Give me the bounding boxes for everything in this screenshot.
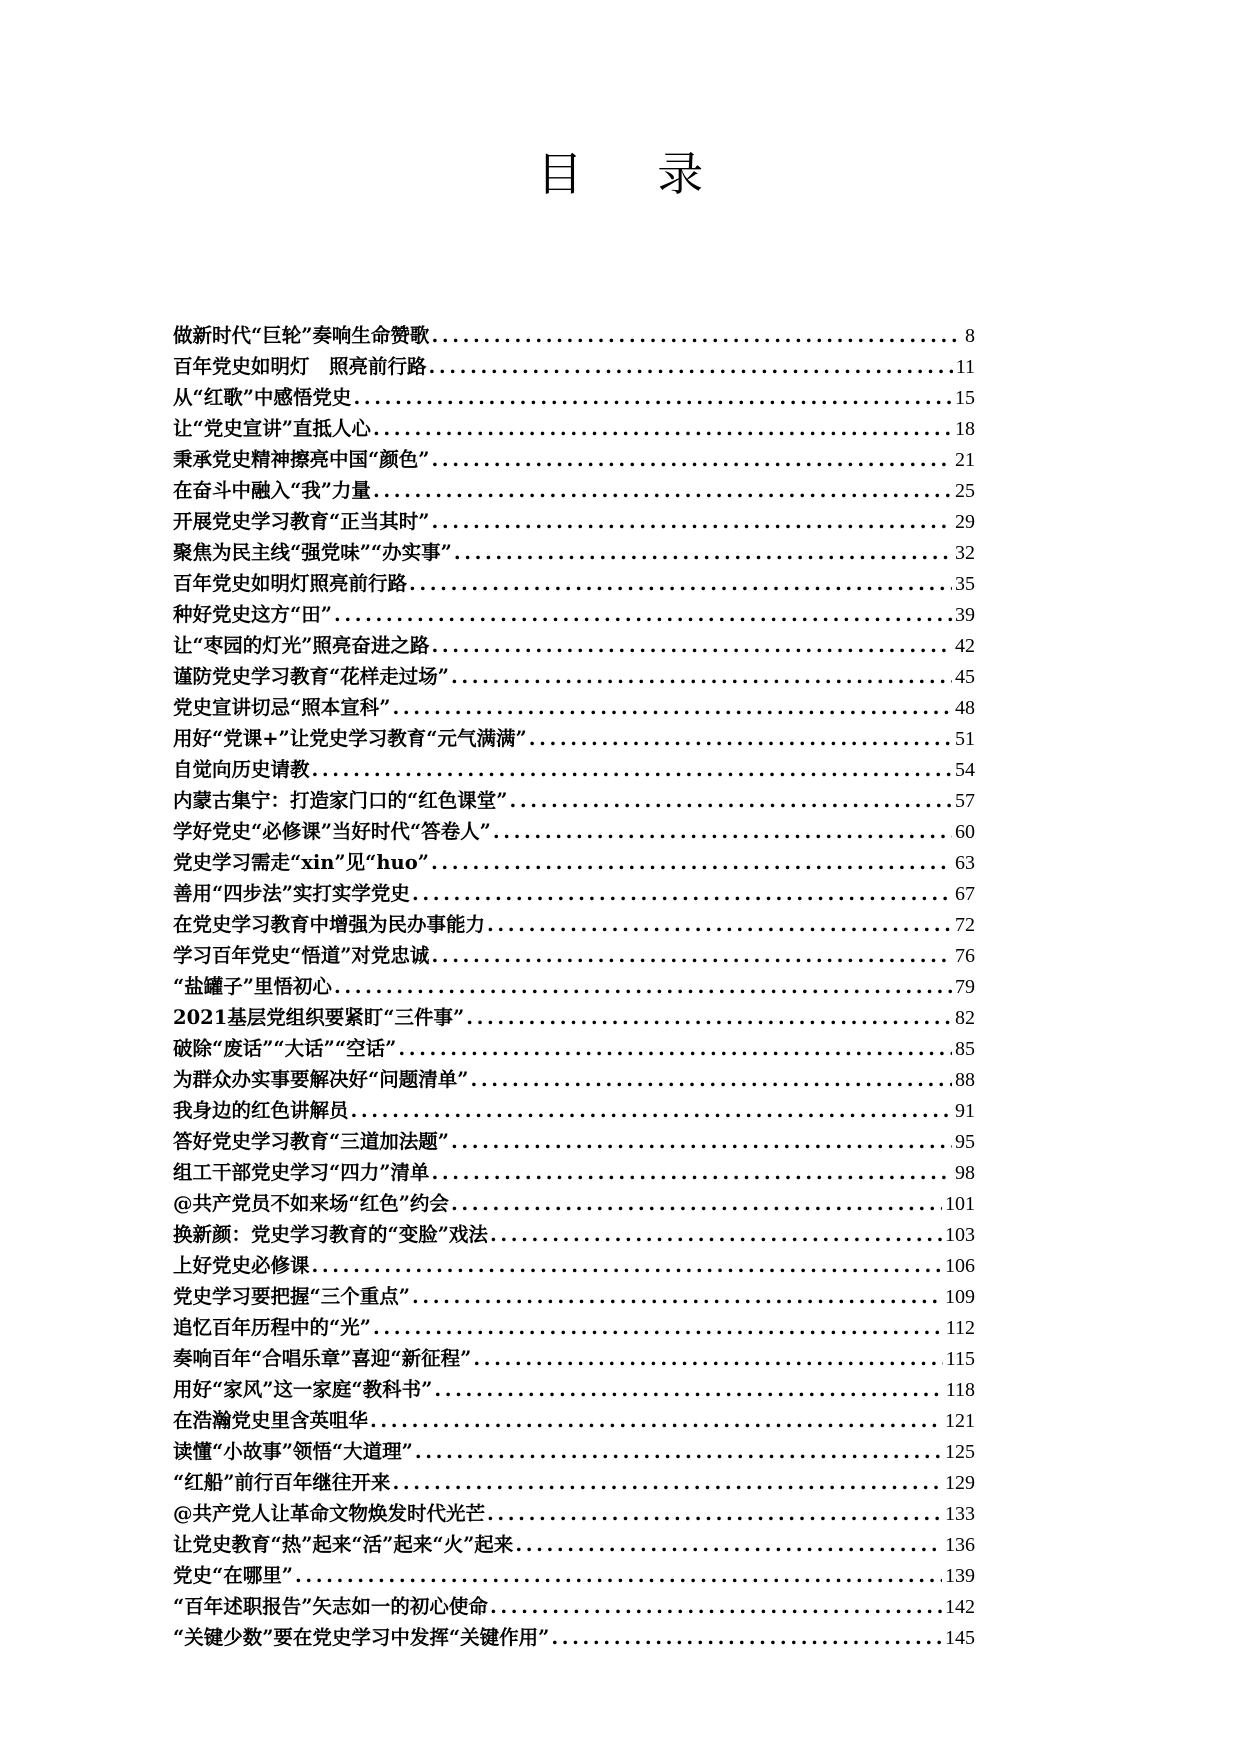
toc-dot-leader xyxy=(392,1467,942,1498)
toc-entry-page-number: 60 xyxy=(955,821,975,843)
toc-entry-title: 让“枣园的灯光”照亮奋进之路 xyxy=(173,634,430,657)
toc-dot-leader xyxy=(415,1436,942,1467)
toc-entry[interactable] xyxy=(173,1560,975,1591)
toc-entry-title: 为群众办实事要解决好“问题清单” xyxy=(173,1068,469,1091)
toc-entry[interactable] xyxy=(173,599,975,630)
table-of-contents xyxy=(173,320,975,1653)
toc-entry[interactable] xyxy=(173,692,975,723)
toc-entry[interactable] xyxy=(173,1591,975,1622)
toc-dot-leader xyxy=(312,1250,942,1281)
toc-entry-page-number: 142 xyxy=(945,1596,975,1618)
toc-entry-page-number: 48 xyxy=(955,697,975,719)
toc-entry[interactable] xyxy=(173,1250,975,1281)
toc-entry[interactable] xyxy=(173,413,975,444)
toc-entry[interactable] xyxy=(173,816,975,847)
toc-entry[interactable] xyxy=(173,1188,975,1219)
toc-entry[interactable] xyxy=(173,1405,975,1436)
toc-entry-page-number: 21 xyxy=(955,449,975,471)
toc-entry-title: 学习百年党史“悟道”对党忠诚 xyxy=(173,944,430,967)
toc-entry-title: 学好党史“必修课”当好时代“答卷人” xyxy=(173,820,491,843)
toc-entry-title: 自觉向历史请教 xyxy=(173,758,310,781)
toc-entry-title: 我身边的红色讲解员 xyxy=(173,1099,349,1122)
toc-entry[interactable] xyxy=(173,1436,975,1467)
toc-entry-page-number: 72 xyxy=(955,914,975,936)
toc-dot-leader xyxy=(487,1498,942,1529)
toc-entry-title: 2021基层党组织要紧盯“三件事” xyxy=(173,1006,465,1029)
toc-entry-page-number: 101 xyxy=(945,1193,975,1215)
toc-entry[interactable] xyxy=(173,878,975,909)
toc-dot-leader xyxy=(434,1374,942,1405)
toc-entry-page-number: 112 xyxy=(945,1317,975,1339)
toc-dot-leader xyxy=(493,816,952,847)
toc-dot-leader xyxy=(353,382,952,413)
toc-entry-page-number: 129 xyxy=(945,1472,975,1494)
toc-entry-title: @共产党人让革命文物焕发时代光芒 xyxy=(173,1502,486,1525)
toc-entry[interactable] xyxy=(173,537,975,568)
toc-entry[interactable] xyxy=(173,1219,975,1250)
toc-entry[interactable] xyxy=(173,847,975,878)
toc-entry-page-number: 63 xyxy=(955,852,975,874)
toc-dot-leader xyxy=(373,475,952,506)
toc-dot-leader xyxy=(451,1188,942,1219)
toc-entry-title: 答好党史学习教育“三道加法题” xyxy=(173,1130,449,1153)
toc-entry-page-number: 88 xyxy=(955,1069,975,1091)
toc-entry-title: 破除“废话”“大话”“空话” xyxy=(173,1037,397,1060)
toc-entry[interactable] xyxy=(173,568,975,599)
toc-dot-leader xyxy=(312,754,952,785)
toc-entry-title: 在浩瀚党史里含英咀华 xyxy=(173,1409,369,1432)
toc-entry-title: 种好党史这方“田” xyxy=(173,603,332,626)
toc-entry-page-number: 39 xyxy=(955,604,975,626)
toc-entry[interactable] xyxy=(173,1126,975,1157)
toc-entry-title: 追忆百年历程中的“光” xyxy=(173,1316,371,1339)
toc-entry[interactable] xyxy=(173,320,975,351)
toc-entry[interactable] xyxy=(173,661,975,692)
toc-entry-page-number: 121 xyxy=(945,1410,975,1432)
toc-entry-page-number: 29 xyxy=(955,511,975,533)
toc-dot-leader xyxy=(429,351,953,382)
toc-dot-leader xyxy=(295,1560,942,1591)
toc-entry[interactable] xyxy=(173,940,975,971)
toc-entry-title: 秉承党史精神擦亮中国“颜色” xyxy=(173,448,430,471)
toc-entry-page-number: 76 xyxy=(955,945,975,967)
toc-entry-title: 内蒙古集宁：打造家门口的“红色课堂” xyxy=(173,789,508,812)
toc-entry[interactable] xyxy=(173,754,975,785)
toc-dot-leader xyxy=(412,1281,942,1312)
toc-dot-leader xyxy=(431,940,952,971)
toc-entry[interactable] xyxy=(173,1343,975,1374)
toc-entry-title: 在奋斗中融入“我”力量 xyxy=(173,479,371,502)
toc-entry-page-number: 118 xyxy=(945,1379,975,1401)
toc-entry-title: 善用“四步法”实打实学党史 xyxy=(173,882,410,905)
toc-dot-leader xyxy=(473,1343,942,1374)
toc-entry-page-number: 25 xyxy=(955,480,975,502)
toc-entry-page-number: 98 xyxy=(955,1162,975,1184)
toc-dot-leader xyxy=(334,599,952,630)
toc-entry-page-number: 18 xyxy=(955,418,975,440)
toc-dot-leader xyxy=(373,1312,943,1343)
toc-dot-leader xyxy=(490,1219,942,1250)
toc-entry-page-number: 35 xyxy=(955,573,975,595)
toc-entry[interactable] xyxy=(173,1467,975,1498)
toc-dot-leader xyxy=(412,878,952,909)
toc-entry[interactable] xyxy=(173,351,975,382)
toc-entry[interactable] xyxy=(173,1095,975,1126)
page-title: 目 录 xyxy=(536,147,734,201)
toc-entry-title: 谨防党史学习教育“花样走过场” xyxy=(173,665,449,688)
toc-entry[interactable] xyxy=(173,506,975,537)
toc-entry-page-number: 125 xyxy=(945,1441,975,1463)
toc-dot-leader xyxy=(392,692,952,723)
toc-entry[interactable] xyxy=(173,785,975,816)
toc-entry-title: 在党史学习教育中增强为民办事能力 xyxy=(173,913,486,936)
toc-dot-leader xyxy=(431,320,962,351)
toc-entry-title: 读懂“小故事”领悟“大道理” xyxy=(173,1440,413,1463)
toc-entry-title: 用好“家风”这一家庭“教科书” xyxy=(173,1378,433,1401)
toc-dot-leader xyxy=(454,537,952,568)
toc-entry-page-number: 139 xyxy=(945,1565,975,1587)
toc-entry-title: 奏响百年“合唱乐章”喜迎“新征程” xyxy=(173,1347,472,1370)
toc-entry-title: 组工干部党史学习“四力”清单 xyxy=(173,1161,430,1184)
toc-entry[interactable] xyxy=(173,1281,975,1312)
toc-entry-page-number: 95 xyxy=(955,1131,975,1153)
toc-entry-title: “红船”前行百年继往开来 xyxy=(173,1471,391,1494)
toc-entry-page-number: 45 xyxy=(955,666,975,688)
toc-entry-title: 开展党史学习教育“正当其时” xyxy=(173,510,430,533)
toc-dot-leader xyxy=(551,1622,942,1653)
toc-dot-leader xyxy=(529,723,952,754)
toc-entry[interactable] xyxy=(173,444,975,475)
toc-entry-page-number: 133 xyxy=(945,1503,975,1525)
toc-entry-title: “盐罐子”里悟初心 xyxy=(173,975,332,998)
toc-entry-page-number: 115 xyxy=(945,1348,975,1370)
toc-entry-title: 上好党史必修课 xyxy=(173,1254,310,1277)
toc-entry-title: 党史学习要把握“三个重点” xyxy=(173,1285,410,1308)
toc-dot-leader xyxy=(351,1095,952,1126)
toc-entry-page-number: 103 xyxy=(945,1224,975,1246)
toc-entry[interactable] xyxy=(173,1157,975,1188)
toc-entry-page-number: 79 xyxy=(955,976,975,998)
toc-entry-page-number: 57 xyxy=(955,790,975,812)
toc-dot-leader xyxy=(509,785,952,816)
toc-dot-leader xyxy=(451,1126,952,1157)
toc-entry[interactable] xyxy=(173,1622,975,1653)
toc-entry-page-number: 136 xyxy=(945,1534,975,1556)
toc-dot-leader xyxy=(398,1033,952,1064)
toc-entry[interactable] xyxy=(173,630,975,661)
toc-dot-leader xyxy=(470,1064,952,1095)
toc-entry-title: @共产党员不如来场“红色”约会 xyxy=(173,1192,449,1215)
toc-dot-leader xyxy=(431,506,952,537)
toc-entry-title: 做新时代“巨轮”奏响生命赞歌 xyxy=(173,324,430,347)
toc-entry-page-number: 8 xyxy=(965,325,975,347)
toc-entry[interactable] xyxy=(173,1033,975,1064)
toc-entry-title: 百年党史如明灯照亮前行路 xyxy=(173,572,408,595)
toc-entry[interactable] xyxy=(173,382,975,413)
toc-entry-page-number: 15 xyxy=(955,387,975,409)
toc-entry[interactable] xyxy=(173,723,975,754)
toc-dot-leader xyxy=(515,1529,942,1560)
toc-dot-leader xyxy=(487,909,952,940)
toc-entry[interactable] xyxy=(173,1498,975,1529)
toc-entry-title: 换新颜：党史学习教育的“变脸”戏法 xyxy=(173,1223,488,1246)
toc-entry-page-number: 82 xyxy=(955,1007,975,1029)
toc-dot-leader xyxy=(490,1591,942,1622)
toc-entry-title: 用好“党课+”让党史学习教育“元气满满” xyxy=(173,727,527,750)
toc-entry-title: 党史学习需走“xin”见“huo” xyxy=(173,851,429,874)
toc-entry-title: 百年党史如明灯 照亮前行路 xyxy=(173,355,427,378)
toc-dot-leader xyxy=(370,1405,942,1436)
toc-entry[interactable] xyxy=(173,475,975,506)
toc-entry-title: “百年述职报告”矢志如一的初心使命 xyxy=(173,1595,488,1618)
toc-entry-page-number: 67 xyxy=(955,883,975,905)
toc-dot-leader xyxy=(451,661,952,692)
toc-entry-page-number: 42 xyxy=(955,635,975,657)
toc-dot-leader xyxy=(431,630,952,661)
toc-entry[interactable] xyxy=(173,1312,975,1343)
toc-entry[interactable] xyxy=(173,971,975,1002)
toc-entry[interactable] xyxy=(173,909,975,940)
toc-entry-page-number: 11 xyxy=(955,356,975,378)
toc-dot-leader xyxy=(466,1002,952,1033)
toc-entry-title: 党史“在哪里” xyxy=(173,1564,293,1587)
toc-entry-title: 聚焦为民主线“强党味”“办实事” xyxy=(173,541,452,564)
toc-dot-leader xyxy=(431,444,952,475)
toc-entry-page-number: 54 xyxy=(955,759,975,781)
toc-entry-title: 让党史教育“热”起来“活”起来“火”起来 xyxy=(173,1533,514,1556)
toc-entry-page-number: 51 xyxy=(955,728,975,750)
toc-entry-title: 从“红歌”中感悟党史 xyxy=(173,386,352,409)
toc-entry-page-number: 32 xyxy=(955,542,975,564)
toc-entry[interactable] xyxy=(173,1529,975,1560)
toc-entry-page-number: 109 xyxy=(945,1286,975,1308)
toc-dot-leader xyxy=(431,847,952,878)
toc-entry-title: 党史宣讲切忌“照本宣科” xyxy=(173,696,391,719)
toc-dot-leader xyxy=(431,1157,952,1188)
toc-dot-leader xyxy=(409,568,952,599)
toc-entry-page-number: 145 xyxy=(945,1627,975,1649)
toc-entry-title: “关键少数”要在党史学习中发挥“关键作用” xyxy=(173,1626,550,1649)
toc-entry[interactable] xyxy=(173,1374,975,1405)
toc-dot-leader xyxy=(373,413,952,444)
toc-entry[interactable] xyxy=(173,1064,975,1095)
toc-entry-page-number: 91 xyxy=(955,1100,975,1122)
toc-dot-leader xyxy=(334,971,952,1002)
toc-entry-title: 让“党史宣讲”直抵人心 xyxy=(173,417,371,440)
toc-entry-page-number: 85 xyxy=(955,1038,975,1060)
toc-entry-page-number: 106 xyxy=(945,1255,975,1277)
toc-entry[interactable] xyxy=(173,1002,975,1033)
